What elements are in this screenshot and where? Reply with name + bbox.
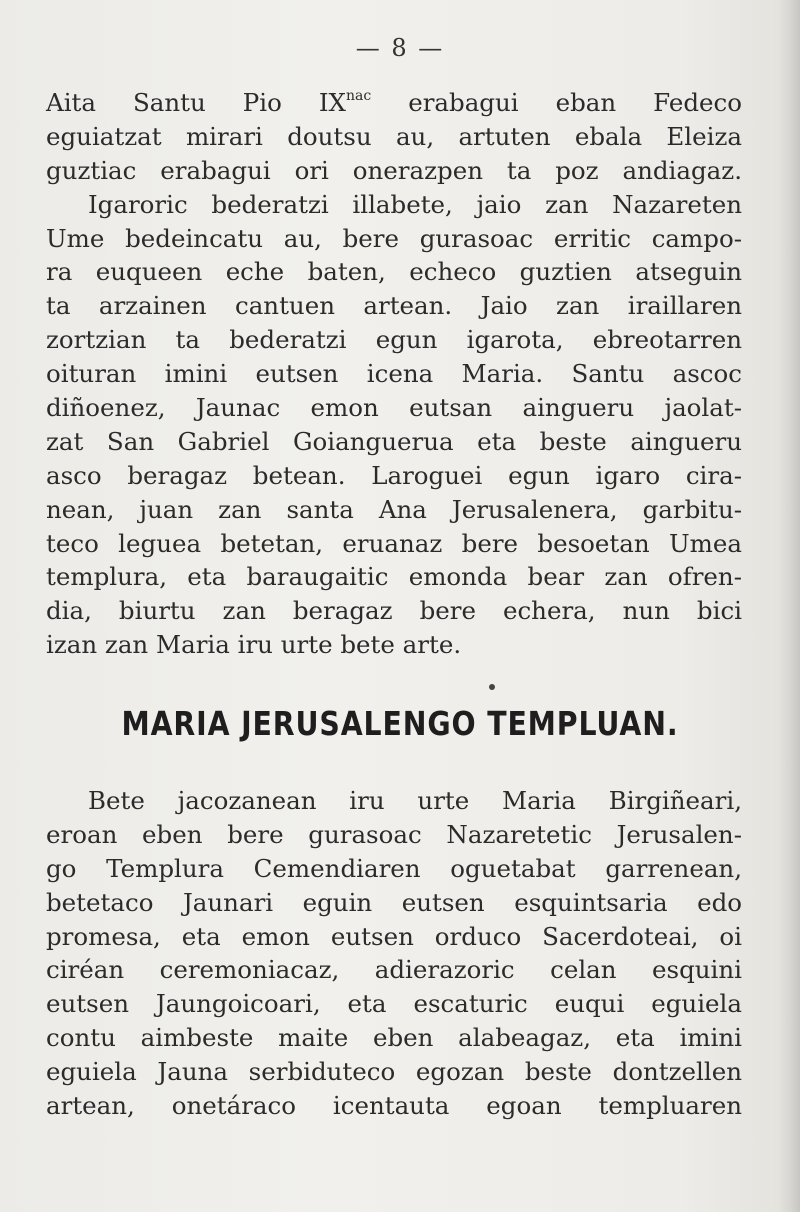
paragraph-1-line: dia, biurtu zan beragaz bere echera, nun bici — [46, 596, 742, 626]
paragraph-1-line: Igaroric bederatzi illabete, jaio zan Nazareten — [88, 189, 742, 219]
paragraph-2-line: ciréan ceremoniacaz, adierazoric celan esquini — [46, 955, 742, 985]
paragraph-1-line: asco beragaz betean. Laroguei egun igaro cira- — [46, 460, 742, 490]
paragraph-1 — [46, 86, 742, 662]
paragraph-1-line: guztiac erabagui ori onerazpen ta poz andiagaz. — [46, 155, 742, 185]
paragraph-1-line: Ume bedeincatu au, bere gurasoac erritic campo- — [46, 223, 742, 253]
paragraph-1-line: teco leguea betetan, eruanaz bere besoetan Umea — [46, 528, 742, 558]
page-edge-shadow — [778, 0, 800, 1212]
paragraph-2-line: eutsen Jaungoicoari, eta escaturic euqui eguiela — [46, 989, 742, 1019]
paragraph-1-line: templura, eta baraugaitic emonda bear zan ofren- — [46, 562, 742, 592]
line-1-end: erabagui eban Fedeco — [371, 88, 742, 117]
paragraph-1-line: ta arzainen cantuen artean. Jaio zan iraillaren — [46, 291, 742, 321]
paragraph-1-line: zortzian ta bederatzi egun igarota, ebreotarren — [46, 325, 742, 355]
paragraph-1-line: oituran imini eutsen icena Maria. Santu ascoc — [46, 359, 742, 389]
paragraph-2 — [46, 784, 742, 1123]
paragraph-2-line: eguiela Jauna serbiduteco egozan beste dontzellen — [46, 1057, 742, 1087]
paragraph-1-line: izan zan Maria iru urte bete arte. — [46, 630, 462, 660]
section-heading: MARIA JERUSALENGO TEMPLUAN. — [121, 704, 679, 743]
page-number: — 8 — — [355, 34, 445, 62]
paragraph-2-line: artean, onetáraco icentauta egoan templuaren — [46, 1091, 742, 1121]
paragraph-1-line: nean, juan zan santa Ana Jerusalenera, garbitu- — [46, 494, 742, 524]
paragraph-1-line: zat San Gabriel Goianguerua eta beste aingueru — [46, 426, 742, 456]
line-1-start: Aita Santu Pio IX — [46, 88, 346, 117]
paragraph-1-line: diñoenez, Jaunac emon eutsan aingueru jaolat- — [46, 393, 742, 423]
paragraph-1-line: eguiatzat mirari doutsu au, artuten ebala Eleiza — [46, 121, 742, 151]
ink-dot — [489, 684, 495, 690]
paragraph-2-line: betetaco Jaunari eguin eutsen esquintsaria edo — [46, 887, 742, 917]
paragraph-2-line: go Templura Cemendiaren oguetabat garrenean, — [46, 853, 742, 883]
paragraph-1-line: ra euqueen eche baten, echeco guztien atseguin — [46, 257, 742, 287]
paragraph-1-line-1 — [46, 86, 742, 120]
superscript: nac — [345, 88, 372, 104]
paragraph-2-line: Bete jacozanean iru urte Maria Birgiñeari, — [88, 786, 742, 815]
paragraph-2-line: eroan eben bere gurasoac Nazaretetic Jerusalen- — [46, 819, 742, 849]
paragraph-2-line: contu aimbeste maite eben alabeagaz, eta imini — [46, 1023, 742, 1053]
paragraph-2-line: promesa, eta emon eutsen orduco Sacerdoteai, oi — [46, 921, 742, 951]
